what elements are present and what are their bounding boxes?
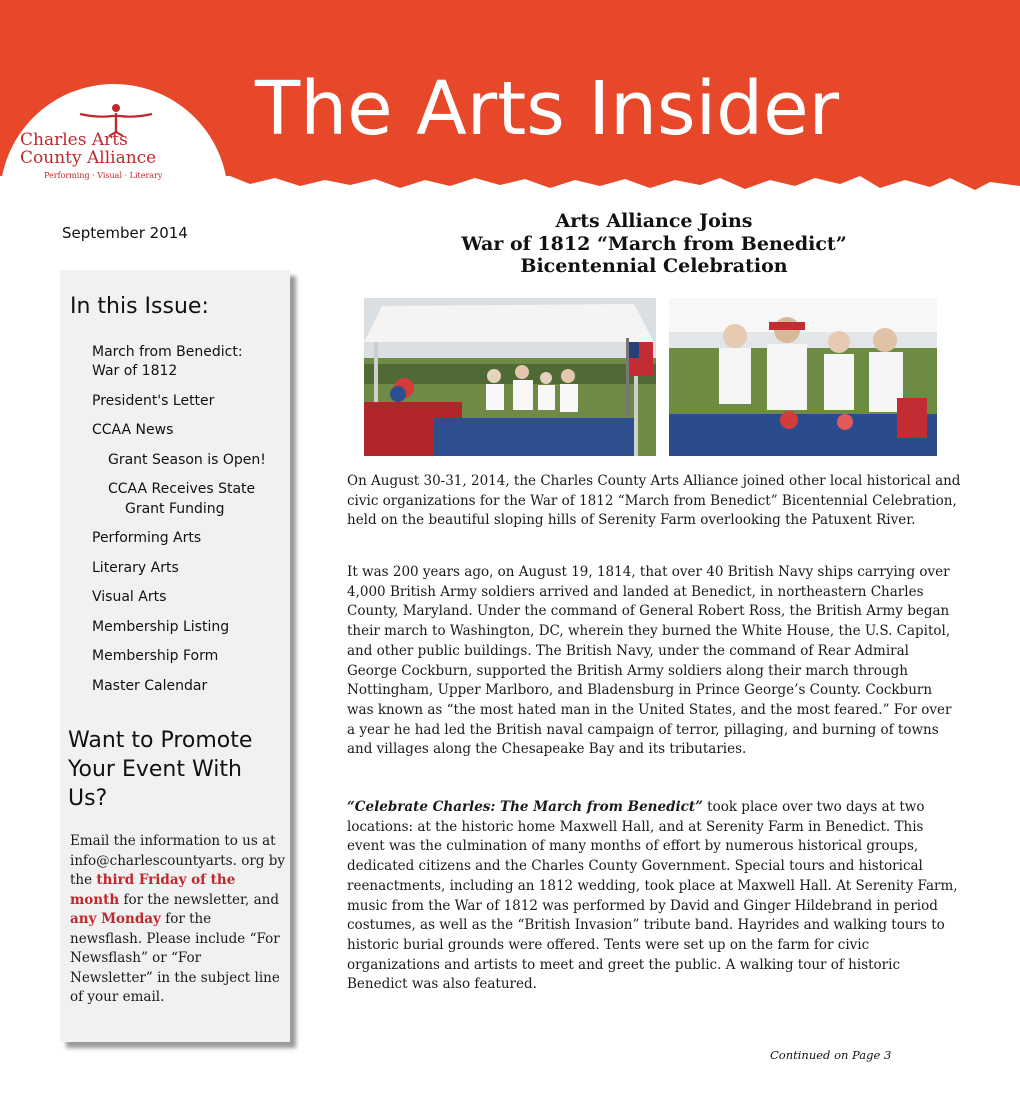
logo-tagline: Performing · Visual · Literary: [44, 171, 163, 180]
article-paragraph-3: [347, 798, 961, 995]
paragraph-3-lead: “Celebrate Charles: The March from Benedict”: [347, 799, 703, 815]
promo-text-part2: for the newsletter, and: [119, 891, 279, 908]
toc-item-march-from-benedict[interactable]: March from Benedict:: [92, 344, 243, 360]
promo-highlight-third-friday: third Friday of the month: [70, 872, 236, 908]
toc-item-state-grant-funding[interactable]: CCAA Receives State: [108, 481, 256, 497]
issue-date: September 2014: [62, 224, 188, 242]
arts-alliance-logo: [0, 90, 228, 190]
headline-line3: Bicentennial Celebration: [520, 255, 788, 277]
promo-text-part3: for the newsflash. Please include “For Newsflash” or “For Newsletter” in the subject line of your email.: [70, 911, 280, 1005]
promo-text-part1: Email the information to us at info@charlescountyarts. org by the: [70, 833, 285, 888]
promo-title: Want to Promote Your Event With Us?: [68, 728, 253, 811]
toc-title: In this Issue:: [70, 294, 209, 319]
toc-item-visual-arts[interactable]: Visual Arts: [92, 589, 167, 605]
event-photo-volunteers: [669, 298, 937, 456]
toc-item-performing-arts[interactable]: Performing Arts: [92, 530, 202, 546]
headline-line2: War of 1812 “March from Benedict”: [461, 232, 847, 255]
headline-line1: Arts Alliance Joins: [555, 210, 753, 232]
toc-item-membership-form[interactable]: Membership Form: [92, 648, 219, 664]
article-paragraph-2: It was 200 years ago, on August 19, 1814, that over 40 British Navy ships carrying over 4,000 British Army soldiers arrived and landed at Benedict, in northeastern Charles County, Maryland. Under the command of General Robert Ross, the British Army began their march to Washington, DC, wherein they burned the White House, the U.S. Capitol, and other public buildings. The British Navy, under the command of Rear Admiral George Cockburn, supported the British Army soldiers along their march through Nottingham, Upper Marlboro, and Bladensburg in Prince George’s County. Cockburn was known as “the most hated man in the United States, and the most feared.” For over a year he had led the British naval campaign of terror, pillaging, and burning of towns and villages along the Chesapeake Bay and its tributaries.: [347, 564, 952, 758]
continued-on-page-link[interactable]: Continued on Page 3: [770, 1048, 892, 1062]
promo-highlight-any-monday: any Monday: [70, 911, 161, 927]
toc-item-war-of-1812[interactable]: War of 1812: [92, 363, 178, 379]
masthead-title: The Arts Insider: [255, 66, 840, 152]
article-paragraph-1: On August 30-31, 2014, the Charles County Arts Alliance joined other local historical and civic organizations for the War of 1812 “March from Benedict” Bicentennial Celebration, held on the beautiful sloping hills of Serenity Farm overlooking the Patuxent River.: [347, 473, 961, 529]
logo-text-line1: Charles Arts: [20, 130, 128, 150]
toc-item-master-calendar[interactable]: Master Calendar: [92, 678, 208, 694]
toc-item-grant-funding[interactable]: Grant Funding: [125, 501, 225, 517]
sidebar-panel: [60, 270, 290, 1042]
toc-item-presidents-letter[interactable]: President's Letter: [92, 393, 215, 409]
article-headline: [340, 210, 968, 278]
toc-item-membership-listing[interactable]: Membership Listing: [92, 619, 230, 635]
promo-text: [70, 832, 285, 1008]
toc-item-literary-arts[interactable]: Literary Arts: [92, 560, 179, 576]
toc-item-ccaa-news[interactable]: CCAA News: [92, 422, 174, 438]
paragraph-3-rest: took place over two days at two locations: at the historic home Maxwell Hall, and at Serenity Farm in Benedict. This event was the culmination of many months of effort by numerous historical groups, dedicated citizens and the Charles County Government. Special tours and historical reenactments, including an 1812 wedding, took place at Maxwell Hall. At Serenity Farm, music from the War of 1812 was performed by David and Ginger Hildebrand in period costumes, as well as the “British Invasion” tribute band. Hayrides and walking tours to historic burial grounds were offered. Tents were set up on the farm for civic organizations and artists to meet and greet the public. A walking tour of historic Benedict was also featured.: [347, 799, 958, 993]
event-photo-tent: [364, 298, 656, 456]
toc-item-grant-season[interactable]: Grant Season is Open!: [108, 452, 266, 468]
logo-text-line2: County Alliance: [20, 148, 157, 168]
